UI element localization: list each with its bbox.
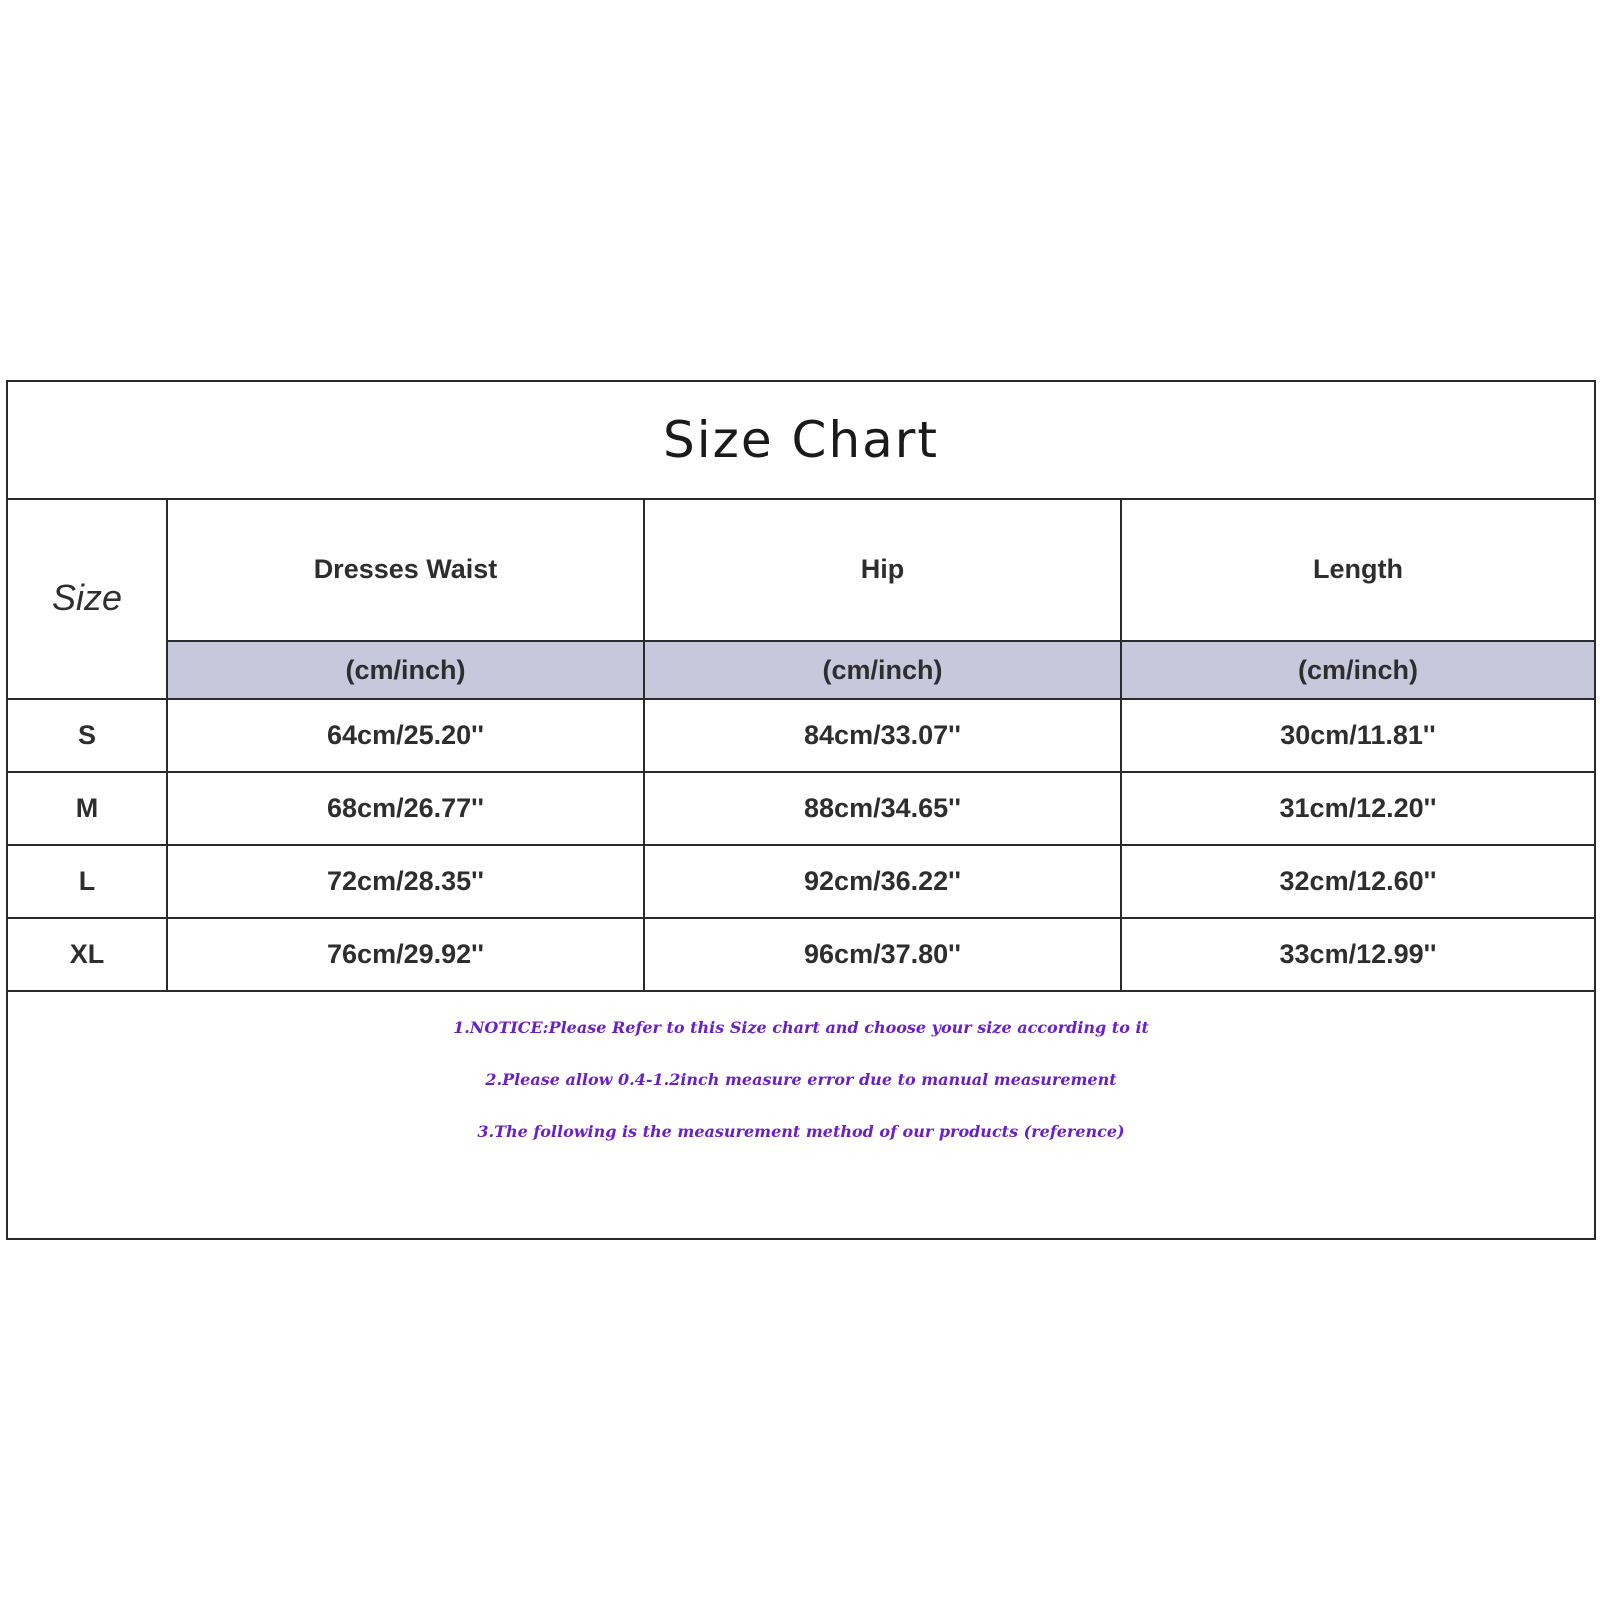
hip-cell: 88cm/34.65'': [644, 772, 1121, 845]
note-line: 1.NOTICE:Please Refer to this Size chart and choose your size according to it: [453, 1018, 1149, 1037]
length-cell: 31cm/12.20'': [1121, 772, 1594, 845]
hip-cell: 96cm/37.80'': [644, 918, 1121, 991]
note-line: 2.Please allow 0.4-1.2inch measure error due to manual measurement: [485, 1070, 1117, 1089]
table-row: [8, 772, 1594, 845]
size-cell: S: [8, 699, 167, 772]
length-cell: 33cm/12.99'': [1121, 918, 1594, 991]
size-column-header: Size: [8, 498, 167, 699]
column-header-waist: Dresses Waist: [167, 498, 644, 641]
title-band: [8, 382, 1594, 500]
unit-hip: (cm/inch): [644, 641, 1121, 699]
note-line: 3.The following is the measurement method of our products (reference): [477, 1122, 1125, 1141]
size-cell: XL: [8, 918, 167, 991]
hip-cell: 92cm/36.22'': [644, 845, 1121, 918]
size-cell: L: [8, 845, 167, 918]
size-chart: [6, 380, 1596, 1240]
unit-length: (cm/inch): [1121, 641, 1594, 699]
unit-waist: (cm/inch): [167, 641, 644, 699]
notes-section: [8, 1002, 1594, 1158]
size-cell: M: [8, 772, 167, 845]
chart-title: Size Chart: [663, 411, 939, 469]
header-row: [8, 498, 1594, 641]
waist-cell: 64cm/25.20'': [167, 699, 644, 772]
waist-cell: 72cm/28.35'': [167, 845, 644, 918]
waist-cell: 68cm/26.77'': [167, 772, 644, 845]
table-row: [8, 918, 1594, 991]
column-header-length: Length: [1121, 498, 1594, 641]
table-row: [8, 845, 1594, 918]
table-row: [8, 699, 1594, 772]
unit-row: [8, 641, 1594, 699]
length-cell: 32cm/12.60'': [1121, 845, 1594, 918]
hip-cell: 84cm/33.07'': [644, 699, 1121, 772]
length-cell: 30cm/11.81'': [1121, 699, 1594, 772]
size-table: [8, 498, 1594, 992]
column-header-hip: Hip: [644, 498, 1121, 641]
waist-cell: 76cm/29.92'': [167, 918, 644, 991]
